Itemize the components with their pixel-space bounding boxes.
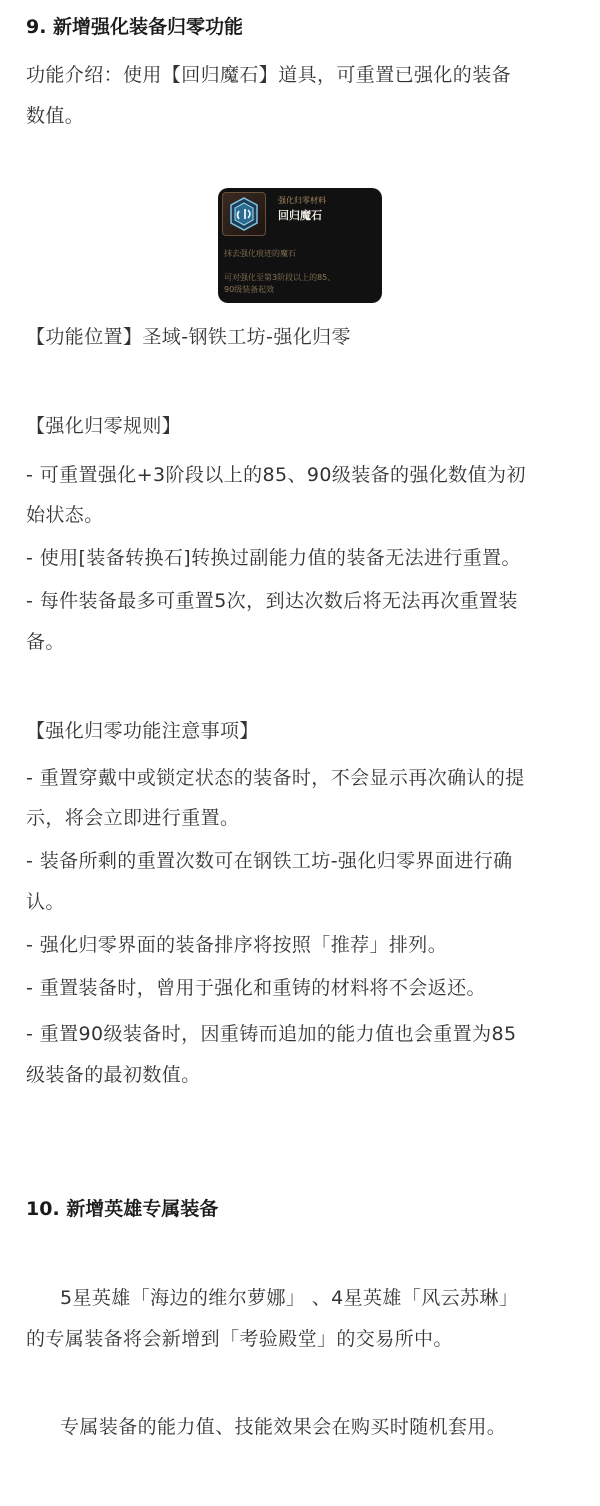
para-1-line-2: 的专属装备将会新增到「考验殿堂」的交易所中。 [26, 1328, 453, 1350]
section-9-title: 9. 新增强化装备归零功能 [26, 16, 244, 38]
para-1-line-1: 5星英雄「海边的维尔萝娜」 、4星英雄「风云苏琳」 [60, 1287, 519, 1309]
note-line: - 重置穿戴中或锁定状态的装备时，不会显示再次确认的提 [26, 767, 525, 789]
note-line: 级装备的最初数值。 [26, 1064, 201, 1086]
rule-line: - 每件装备最多可重置5次，到达次数后将无法再次重置装 [26, 590, 518, 612]
note-line: - 重置90级装备时，因重铸而追加的能力值也会重置为85 [26, 1023, 517, 1045]
item-category: 强化归零材料 [278, 196, 326, 205]
rule-line: - 使用[装备转换石]转换过副能力值的装备无法进行重置。 [26, 547, 521, 569]
return-stone-icon [222, 192, 266, 236]
item-tooltip-card [218, 188, 382, 303]
item-note-line-2: 90级装备起效 [224, 285, 275, 294]
intro-line-2: 数值。 [26, 105, 85, 127]
note-line: - 强化归零界面的装备排序将按照「推荐」排列。 [26, 934, 448, 956]
rule-line: 始状态。 [26, 504, 104, 526]
section-10-title: 10. 新增英雄专属装备 [26, 1198, 219, 1220]
item-note-line-1: 可对强化至第3阶段以上的85、 [224, 273, 336, 282]
note-line: 认。 [26, 891, 65, 913]
para-2: 专属装备的能力值、技能效果会在购买时随机套用。 [60, 1416, 507, 1438]
item-name: 回归魔石 [278, 209, 322, 222]
feature-location: 【功能位置】圣域-钢铁工坊-强化归零 [26, 326, 351, 348]
rules-title: 【强化归零规则】 [26, 415, 182, 437]
intro-line-1: 功能介绍：使用【回归魔石】道具，可重置已强化的装备 [26, 64, 512, 86]
note-line: - 重置装备时，曾用于强化和重铸的材料将不会返还。 [26, 977, 486, 999]
note-line: - 装备所剩的重置次数可在钢铁工坊-强化归零界面进行确 [26, 850, 513, 872]
rule-line: - 可重置强化+3阶段以上的85、90级装备的强化数值为初 [26, 464, 526, 486]
notes-title: 【强化归零功能注意事项】 [26, 720, 259, 742]
item-description: 抹去强化痕迹的魔石 [224, 249, 296, 258]
note-line: 示，将会立即进行重置。 [26, 807, 240, 829]
rule-line: 备。 [26, 631, 65, 653]
